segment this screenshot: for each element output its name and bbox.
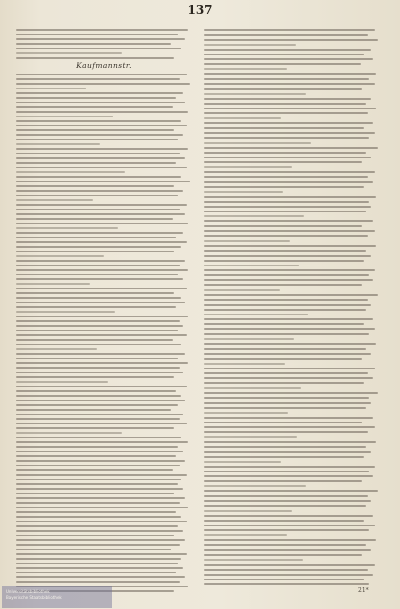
entry-line [204, 63, 361, 65]
entry-line [204, 132, 375, 134]
entry-line [16, 488, 183, 490]
entry-line [16, 372, 183, 374]
entry-line [204, 294, 378, 296]
entry-line [16, 334, 187, 336]
entry-line [204, 525, 375, 527]
entry-line [204, 49, 371, 51]
entry-line [204, 78, 369, 80]
entry-line [204, 39, 378, 41]
entry-line [204, 284, 362, 286]
entry-line [204, 574, 373, 576]
entry-line [204, 191, 283, 193]
entry-line [204, 206, 371, 208]
entry-line [16, 460, 185, 462]
entry-line [16, 29, 188, 31]
entry-line [204, 299, 368, 301]
entry-line [16, 171, 125, 173]
entry-line [16, 181, 190, 183]
entry-line [204, 269, 375, 271]
entry-line [204, 309, 366, 311]
entry-line [204, 436, 297, 438]
entry-line [16, 451, 183, 453]
entry-line [204, 152, 366, 154]
entry-line [16, 483, 178, 485]
entry-line [16, 567, 183, 569]
entry-line [16, 516, 181, 518]
entry-line [204, 260, 364, 262]
entry-line [204, 431, 368, 433]
entry-line [16, 395, 181, 397]
entry-line [204, 166, 292, 168]
entry-line [204, 83, 375, 85]
entry-line [16, 218, 173, 220]
entry-line [204, 98, 371, 100]
entry-line [16, 502, 180, 504]
entry-line [16, 265, 180, 267]
entry-line [204, 265, 299, 267]
entry-line [16, 148, 188, 150]
entry-line [16, 246, 181, 248]
entry-line [204, 235, 368, 237]
entry-line [16, 376, 174, 378]
entry-line [204, 348, 366, 350]
entry-line [16, 362, 188, 364]
entry-line [204, 402, 371, 404]
entry-line [16, 553, 187, 555]
entry-line [204, 397, 369, 399]
entry-line [204, 417, 373, 419]
entry-line [16, 134, 183, 136]
entry-line [16, 209, 180, 211]
entry-line [16, 367, 180, 369]
entry-line [16, 446, 178, 448]
entry-line [204, 539, 376, 541]
entry-line [204, 382, 364, 384]
entry-line [16, 223, 188, 225]
entry-line [204, 304, 371, 306]
entry-line [204, 171, 375, 173]
entry-line [16, 125, 187, 127]
entry-line [204, 220, 373, 222]
entry-line [204, 215, 304, 217]
entry-line [16, 199, 93, 201]
entry-line [16, 176, 181, 178]
entry-line [204, 328, 375, 330]
entry-line [204, 225, 362, 227]
entry-line [204, 358, 362, 360]
entry-line [16, 204, 187, 206]
entry-line [16, 479, 181, 481]
entry-line [16, 525, 178, 527]
entry-line [16, 418, 180, 420]
entry-line [204, 510, 292, 512]
entry-line [204, 122, 373, 124]
entry-line [204, 569, 368, 571]
entry-line [16, 423, 187, 425]
library-stamp [2, 586, 112, 608]
entry-line [16, 441, 188, 443]
entry-line [16, 38, 185, 40]
entry-line [16, 292, 174, 294]
entry-line [204, 54, 364, 56]
entry-line [204, 250, 366, 252]
entry-line [16, 511, 176, 513]
entry-line [16, 474, 187, 476]
entry-line [204, 579, 364, 581]
entry-line [204, 211, 366, 213]
entry-line [16, 302, 185, 304]
entry-line [16, 348, 97, 350]
entry-line [16, 390, 176, 392]
entry-line [204, 274, 369, 276]
entry-line [204, 544, 366, 546]
entry-line [16, 563, 178, 565]
entry-line [204, 44, 296, 46]
entry-line [16, 469, 173, 471]
entry-line [204, 338, 294, 340]
entry-line [16, 581, 180, 583]
entry-line [16, 381, 108, 383]
entry-line [16, 237, 176, 239]
entry-line [16, 493, 174, 495]
entry-line [204, 68, 287, 70]
section-heading: Kaufmannstr. [76, 60, 132, 70]
entry-line [204, 475, 373, 477]
entry-line [16, 57, 174, 59]
entry-line [204, 426, 375, 428]
entry-line [204, 353, 371, 355]
entry-line [16, 404, 178, 406]
entry-line [204, 323, 364, 325]
entry-line [16, 106, 173, 108]
entry-line [16, 544, 180, 546]
entry-line [16, 325, 183, 327]
entry-line [16, 43, 171, 45]
entry-line [16, 74, 187, 76]
entry-line [204, 412, 288, 414]
entry-line [16, 52, 122, 54]
entry-line [204, 289, 280, 291]
entry-line [204, 245, 376, 247]
page-signature: 21* [358, 587, 369, 594]
entry-line [204, 147, 378, 149]
entry-line [16, 269, 188, 271]
entry-line [204, 368, 375, 370]
entry-line [16, 162, 176, 164]
entry-line [16, 120, 181, 122]
entry-line [16, 283, 90, 285]
entry-line [204, 196, 376, 198]
entry-line [16, 116, 113, 118]
entry-line [204, 387, 301, 389]
entry-line [204, 137, 369, 139]
entry-line [16, 251, 174, 253]
entry-line [204, 255, 371, 257]
entry-line [204, 363, 285, 365]
entry-line [16, 344, 181, 346]
entry-line [16, 549, 171, 551]
entry-line [16, 339, 173, 341]
entry-line [16, 386, 187, 388]
entry-line [16, 297, 181, 299]
entry-line [204, 480, 362, 482]
entry-line [204, 451, 371, 453]
entry-line [204, 181, 373, 183]
entry-line [204, 108, 376, 110]
entry-line [204, 240, 290, 242]
entry-line [204, 392, 378, 394]
entry-line [16, 88, 86, 90]
entry-line [16, 97, 176, 99]
entry-line [16, 48, 181, 50]
entry-line [204, 103, 366, 105]
left-column [16, 26, 192, 592]
entry-line [16, 185, 174, 187]
entry-line [204, 333, 369, 335]
entry-line [16, 320, 180, 322]
entry-line [16, 213, 185, 215]
entry-line [16, 167, 187, 169]
entry-line [204, 372, 368, 374]
entry-line [204, 559, 303, 561]
entry-line [204, 471, 369, 473]
entry-line [204, 201, 369, 203]
entry-line [16, 78, 180, 80]
entry-line [204, 441, 376, 443]
entry-line [16, 129, 174, 131]
entry-line [16, 539, 185, 541]
entry-line [16, 274, 178, 276]
entry-line [16, 102, 185, 104]
entry-line [16, 535, 174, 537]
entry-line [16, 92, 183, 94]
entry-line [16, 260, 185, 262]
entry-line [204, 549, 371, 551]
entry-line [16, 153, 180, 155]
entry-line [204, 446, 366, 448]
entry-line [204, 485, 306, 487]
entry-line [204, 157, 371, 159]
entry-line [204, 58, 373, 60]
entry-line [16, 34, 178, 36]
entry-line [16, 358, 178, 360]
entry-line [204, 161, 362, 163]
entry-line [16, 465, 180, 467]
entry-line [16, 400, 185, 402]
entry-line [16, 414, 183, 416]
entry-line [16, 111, 188, 113]
entry-line [16, 455, 176, 457]
entry-line [204, 495, 368, 497]
entry-line [16, 530, 183, 532]
entry-line [204, 529, 369, 531]
right-column [204, 26, 380, 586]
entry-line [16, 437, 181, 439]
entry-line [204, 117, 281, 119]
entry-line [16, 195, 178, 197]
entry-line [204, 456, 364, 458]
entry-line [204, 422, 362, 424]
entry-line [204, 230, 375, 232]
entry-line [16, 241, 187, 243]
entry-line [204, 505, 366, 507]
entry-line [16, 316, 188, 318]
entry-line [204, 583, 369, 585]
entry-line [204, 34, 368, 36]
entry-line [204, 88, 362, 90]
entry-line [204, 142, 311, 144]
entry-line [204, 73, 376, 75]
entry-line [16, 232, 183, 234]
entry-line [204, 377, 373, 379]
entry-line [16, 521, 187, 523]
entry-line [204, 461, 281, 463]
entry-line [16, 311, 115, 313]
entry-line [16, 432, 122, 434]
entry-line [204, 466, 375, 468]
entry-line [204, 186, 364, 188]
entry-line [16, 190, 183, 192]
entry-line [204, 343, 376, 345]
entry-line [204, 176, 368, 178]
entry-line [16, 353, 185, 355]
entry-line [204, 279, 373, 281]
entry-line [16, 576, 185, 578]
entry-line [16, 157, 185, 159]
entry-line [204, 500, 371, 502]
entry-line [204, 407, 366, 409]
entry-line [204, 29, 375, 31]
entry-line [204, 490, 378, 492]
entry-line [204, 112, 368, 114]
entry-line [16, 139, 178, 141]
entry-line [16, 288, 187, 290]
stamp-line: Universitätsbibliothek [6, 589, 50, 594]
entry-line [16, 83, 190, 85]
entry-line [16, 143, 100, 145]
entry-line [204, 564, 375, 566]
entry-line [204, 93, 306, 95]
entry-line [16, 572, 176, 574]
entry-line [204, 314, 308, 316]
entry-line [16, 330, 178, 332]
entry-line [16, 255, 104, 257]
entry-line [16, 409, 171, 411]
entry-line [16, 227, 118, 229]
entry-line [16, 507, 188, 509]
entry-line [204, 318, 373, 320]
stamp-line: Bayerische Staatsbibliothek [6, 595, 62, 600]
entry-line [16, 427, 174, 429]
entry-line [204, 534, 287, 536]
entry-line [16, 306, 176, 308]
entry-line [204, 127, 364, 129]
entry-line [16, 558, 181, 560]
page-number: 137 [187, 3, 213, 17]
entry-line [16, 497, 185, 499]
entry-line [204, 554, 362, 556]
entry-line [204, 515, 373, 517]
entry-line [16, 278, 183, 280]
entry-line [204, 520, 364, 522]
